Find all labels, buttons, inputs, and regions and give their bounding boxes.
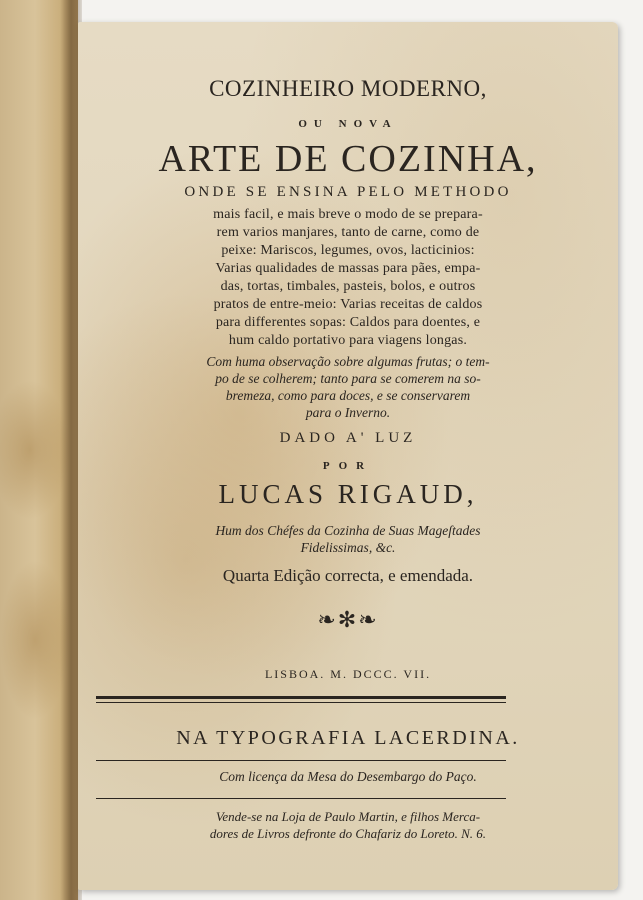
printer-name: NA TYPOGRAFIA LACERDINA. [176,727,520,749]
description-line: rem varios manjares, tanto de carne, como de [216,225,480,240]
rule [96,798,506,799]
printers-ornament-icon: ❧✻❧ [317,607,379,632]
description-line: das, tortas, timbales, pasteis, bolos, e outros [220,279,476,294]
sale-line: dores de Livros defronte do Chafariz do Loreto. N. 6. [209,826,487,841]
imprint-place-date: LISBOA. M. DCCC. VII. [264,667,432,681]
dado-a-luz: DADO A' LUZ [279,430,417,446]
author-role-line: Fidelissimas, &c. [300,540,396,555]
description-line: hum caldo portativo para viagens longas. [228,333,468,348]
title-top: COZINHEIRO MODERNO, [209,76,487,101]
rule [96,760,506,761]
title-page [78,22,618,890]
description-heading: ONDE SE ENSINA PELO METHODO [184,184,512,200]
licence-statement: Com licença da Mesa do Desembargo do Paço. [219,769,477,784]
description-line: para differentes sopas: Caldos para doentes, e [215,315,481,330]
edition-statement: Quarta Edição correcta, e emendada. [222,566,474,585]
observation-line: Com huma observação sobre algumas frutas; o tem- [206,354,490,369]
description-line: mais facil, e mais breve o modo de se prepara- [213,207,483,222]
subtitle-ou-nova: OU NOVA [298,118,398,130]
description-line: peixe: Mariscos, legumes, ovos, lacticinios: [221,243,475,258]
main-title: ARTE DE COZINHA, [158,138,538,180]
observation-line: bremeza, como para doces, e se conservarem [225,388,471,403]
sale-line: Vende-se na Loja de Paulo Martin, e filhos Merca- [215,809,481,824]
observation-line: po de se colherem; tanto para se comerem na so- [215,371,481,386]
double-rule-top [96,696,506,699]
description-line: pratos de entre-meio: Varias receitas de caldos [213,297,483,312]
double-rule-bottom [96,702,506,703]
author-role-line: Hum dos Chéfes da Cozinha de Suas Mageſtades [215,523,481,538]
description-line: Varias qualidades de massas para pães, empa- [215,261,481,276]
por-label: POR [322,460,374,472]
author-name: LUCAS RIGAUD, [218,479,478,509]
observation-line: para o Inverno. [305,405,391,420]
